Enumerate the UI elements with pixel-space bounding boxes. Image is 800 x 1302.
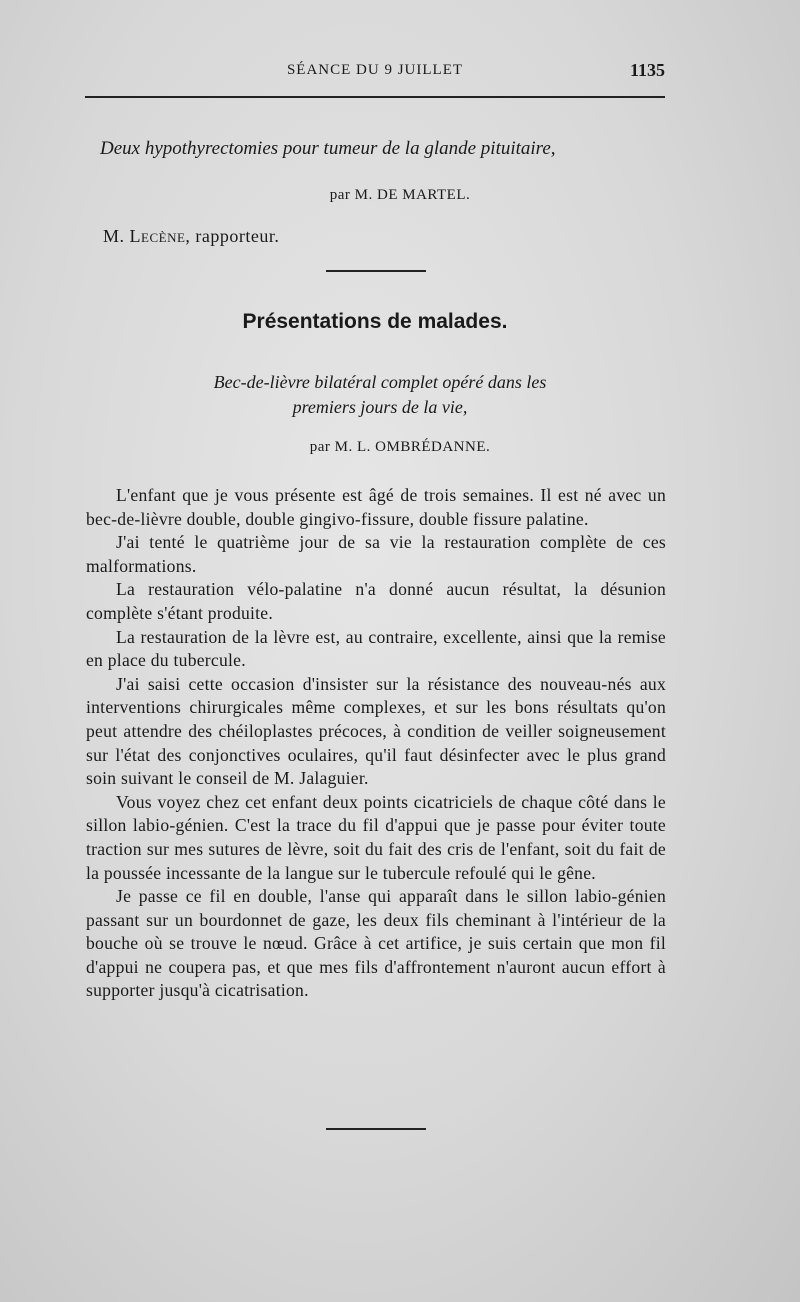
- running-title: SÉANCE DU 9 JUILLET: [286, 62, 464, 78]
- paragraph: Vous voyez chez cet enfant deux points cicatriciels de chaque côté dans le sillon labio-génien. C'est la trace du fil d'appui que je passe pour éviter toute traction sur mes sutures de lèvre, soit du fait des cris de l'enfant, soit du fait de la poussée incessante de la langue sur le tubercule refoulé qui le gêne.: [86, 791, 666, 883]
- end-divider: [326, 1128, 426, 1130]
- section-heading: Présentations de malades.: [242, 310, 508, 333]
- rapporteur-prefix: M.: [103, 226, 130, 246]
- memoir-byline: par M. DE MARTEL.: [329, 187, 471, 203]
- paragraph: Je passe ce fil en double, l'anse qui apparaît dans le sillon labio-génien passant sur un bourdonnet de gaze, les deux fils cheminant à l'intérieur de la bouche où se trouve le nœud. Grâce à cet artifice, je suis certain que mon fil d'appui ne coupera pas, et que mes fils d'affrontement n'auront aucun effort à supporter jusqu'à cicatrisation.: [86, 886, 666, 1001]
- paragraph: J'ai tenté le quatrième jour de sa vie la restauration complète de ces malformations.: [86, 532, 666, 576]
- rapporteur-suffix: , rapporteur.: [185, 226, 280, 246]
- rapporteur-name: Lecène: [129, 226, 186, 246]
- paragraph: J'ai saisi cette occasion d'insister sur la résistance des nouveau-nés aux interventions chirurgicales même complexes, et sur les bons résultats qu'on peut attendre des chéiloplastes précoces, à condition de veiller soigneusement sur l'état des conjonctives oculaires, qu'il faut désinfecter avec le plus grand soin suivant le conseil de M. Jalaguier.: [86, 673, 666, 789]
- rapporteur-line: [103, 226, 279, 247]
- paragraph: L'enfant que je vous présente est âgé de trois semaines. Il est né avec un bec-de-lièvre double, double gingivo-fissure, double fissure palatine.: [86, 485, 666, 529]
- page-number: 1135: [629, 60, 665, 80]
- paragraph: La restauration de la lèvre est, au contraire, excellente, ainsi que la remise en place du tubercule.: [86, 626, 666, 671]
- paragraph: La restauration vélo-palatine n'a donné aucun résultat, la désunion complète s'étant produite.: [86, 579, 666, 623]
- case-title-line-2: premiers jours de la vie,: [292, 397, 468, 417]
- page-header: [85, 60, 665, 88]
- section-divider: [326, 270, 426, 272]
- body-text: [86, 484, 666, 1003]
- header-rule: [85, 96, 665, 98]
- memoir-title: Deux hypothyrectomies pour tumeur de la glande pituitaire,: [100, 138, 556, 159]
- case-title: [0, 370, 760, 420]
- case-title-line-1: Bec-de-lièvre bilatéral complet opéré dans les: [213, 372, 547, 392]
- case-byline: par M. L. OMBRÉDANNE.: [309, 439, 491, 455]
